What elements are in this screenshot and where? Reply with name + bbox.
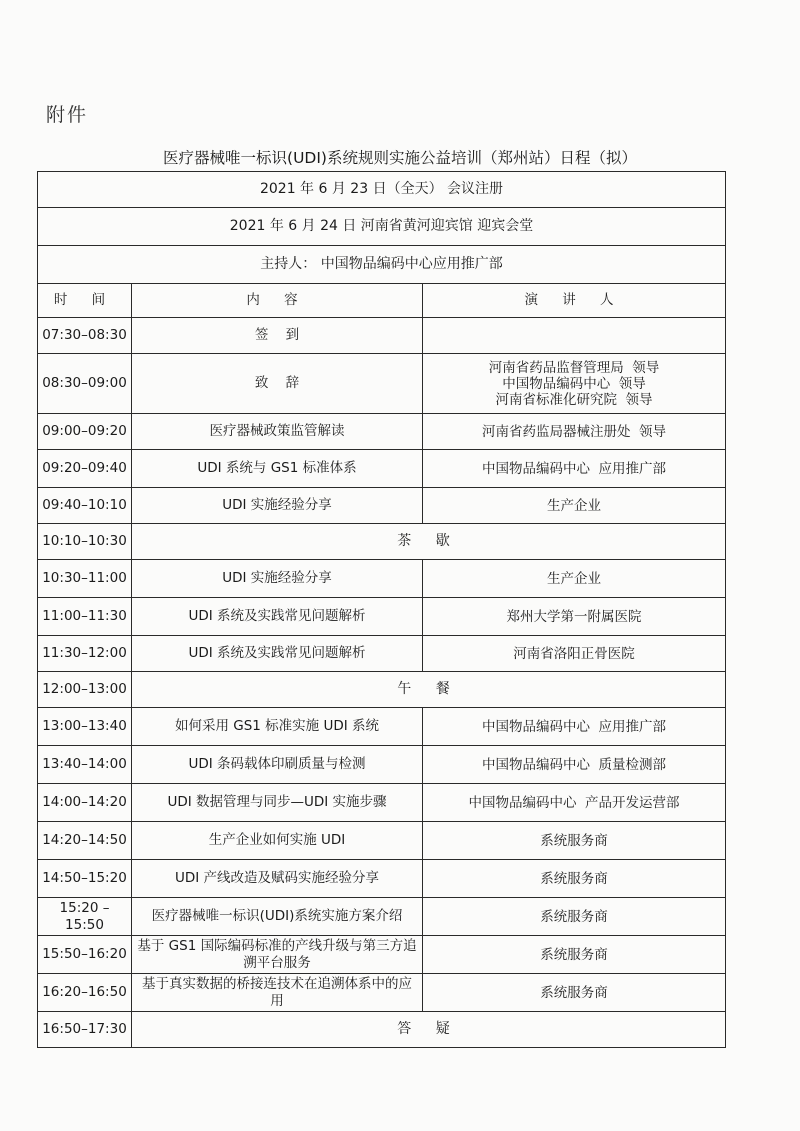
speaker-line: 中国物品编码中心 应用推广部 — [481, 718, 667, 735]
row-time: 14:00–14:20 — [38, 784, 132, 822]
speaker-line: 郑州大学第一附属医院 — [506, 608, 642, 625]
row-time: 12:00–13:00 — [38, 672, 132, 708]
row-content: UDI 实施经验分享 — [132, 488, 423, 524]
row-speaker — [423, 746, 726, 784]
row-time: 09:40–10:10 — [38, 488, 132, 524]
row-content: 医疗器械唯一标识(UDI)系统实施方案介绍 — [132, 898, 423, 936]
document-title: 医疗器械唯一标识(UDI)系统规则实施公益培训（郑州站）日程（拟） — [163, 149, 637, 167]
row-time: 09:00–09:20 — [38, 414, 132, 450]
schedule-row — [38, 524, 726, 560]
row-content: 致 辞 — [132, 354, 423, 414]
row-content: 生产企业如何实施 UDI — [132, 822, 423, 860]
row-content: 如何采用 GS1 标准实施 UDI 系统 — [132, 708, 423, 746]
row-time: 15:20 –15:50 — [38, 898, 132, 936]
row-speaker — [423, 708, 726, 746]
schedule-row — [38, 488, 726, 524]
schedule-header-text: 2021 年 6 月 24 日 河南省黄河迎宾馆 迎宾会堂 — [38, 208, 726, 246]
column-header-content: 内 容 — [132, 284, 423, 318]
column-header-time: 时 间 — [38, 284, 132, 318]
row-speaker — [423, 414, 726, 450]
schedule-header-row — [38, 246, 726, 284]
row-break-label: 答 疑 — [132, 1012, 726, 1048]
column-header-speaker: 演 讲 人 — [423, 284, 726, 318]
row-break-label: 茶 歇 — [132, 524, 726, 560]
schedule-row — [38, 414, 726, 450]
row-content: UDI 系统与 GS1 标准体系 — [132, 450, 423, 488]
row-time: 08:30–09:00 — [38, 354, 132, 414]
speaker-line: 河南省标准化研究院 领导 — [495, 391, 653, 408]
row-speaker — [423, 936, 726, 974]
speaker-line: 河南省洛阳正骨医院 — [513, 645, 635, 662]
row-time: 15:50–16:20 — [38, 936, 132, 974]
speaker-line: 中国物品编码中心 产品开发运营部 — [468, 794, 680, 811]
row-speaker — [423, 898, 726, 936]
row-content: 签 到 — [132, 318, 423, 354]
row-speaker — [423, 318, 726, 354]
speaker-line: 系统服务商 — [540, 832, 608, 849]
row-content: 基于 GS1 国际编码标准的产线升级与第三方追溯平台服务 — [132, 936, 423, 974]
row-speaker — [423, 636, 726, 672]
row-content: UDI 实施经验分享 — [132, 560, 423, 598]
row-time: 10:10–10:30 — [38, 524, 132, 560]
row-time: 11:30–12:00 — [38, 636, 132, 672]
speaker-line: 河南省药品监督管理局 领导 — [488, 359, 660, 376]
row-time: 11:00–11:30 — [38, 598, 132, 636]
schedule-row — [38, 898, 726, 936]
schedule-row — [38, 450, 726, 488]
row-speaker — [423, 784, 726, 822]
schedule-header-text: 2021 年 6 月 23 日（全天） 会议注册 — [38, 172, 726, 208]
row-break-label: 午 餐 — [132, 672, 726, 708]
schedule-row — [38, 1012, 726, 1048]
column-header-row — [38, 284, 726, 318]
row-time: 16:20–16:50 — [38, 974, 132, 1012]
schedule-table — [37, 171, 726, 1048]
row-speaker — [423, 974, 726, 1012]
row-time: 10:30–11:00 — [38, 560, 132, 598]
row-time: 09:20–09:40 — [38, 450, 132, 488]
row-content: UDI 产线改造及赋码实施经验分享 — [132, 860, 423, 898]
row-speaker — [423, 822, 726, 860]
schedule-header-row — [38, 172, 726, 208]
row-content: UDI 系统及实践常见问题解析 — [132, 598, 423, 636]
schedule-header-text: 主持人： 中国物品编码中心应用推广部 — [38, 246, 726, 284]
speaker-line: 中国物品编码中心 质量检测部 — [481, 756, 667, 773]
speaker-line: 中国物品编码中心 应用推广部 — [481, 460, 667, 477]
row-time: 14:50–15:20 — [38, 860, 132, 898]
schedule-row — [38, 936, 726, 974]
speaker-line: 系统服务商 — [540, 984, 608, 1001]
speaker-line: 系统服务商 — [540, 908, 608, 925]
speaker-line: 生产企业 — [547, 497, 601, 514]
row-content: 基于真实数据的桥接连技术在追溯体系中的应用 — [132, 974, 423, 1012]
schedule-header-row — [38, 208, 726, 246]
row-content: 医疗器械政策监管解读 — [132, 414, 423, 450]
row-content: UDI 数据管理与同步—UDI 实施步骤 — [132, 784, 423, 822]
row-content: UDI 系统及实践常见问题解析 — [132, 636, 423, 672]
row-time: 16:50–17:30 — [38, 1012, 132, 1048]
speaker-line: 生产企业 — [547, 570, 601, 587]
schedule-row — [38, 974, 726, 1012]
schedule-row — [38, 318, 726, 354]
speaker-line: 系统服务商 — [540, 946, 608, 963]
row-speaker — [423, 354, 726, 414]
schedule-row — [38, 708, 726, 746]
row-content: UDI 条码载体印刷质量与检测 — [132, 746, 423, 784]
speaker-line: 河南省药监局器械注册处 领导 — [481, 423, 667, 440]
row-speaker — [423, 450, 726, 488]
row-time: 13:40–14:00 — [38, 746, 132, 784]
schedule-row — [38, 860, 726, 898]
row-speaker — [423, 598, 726, 636]
speaker-line: 系统服务商 — [540, 870, 608, 887]
row-speaker — [423, 860, 726, 898]
row-speaker — [423, 488, 726, 524]
schedule-row — [38, 784, 726, 822]
attachment-label: 附件 — [46, 104, 89, 126]
row-time: 14:20–14:50 — [38, 822, 132, 860]
schedule-row — [38, 354, 726, 414]
row-time: 13:00–13:40 — [38, 708, 132, 746]
schedule-row — [38, 822, 726, 860]
schedule-row — [38, 560, 726, 598]
schedule-row — [38, 746, 726, 784]
schedule-row — [38, 636, 726, 672]
row-speaker — [423, 560, 726, 598]
row-time: 07:30–08:30 — [38, 318, 132, 354]
schedule-row — [38, 598, 726, 636]
schedule-row — [38, 672, 726, 708]
speaker-line: 中国物品编码中心 领导 — [502, 375, 646, 392]
